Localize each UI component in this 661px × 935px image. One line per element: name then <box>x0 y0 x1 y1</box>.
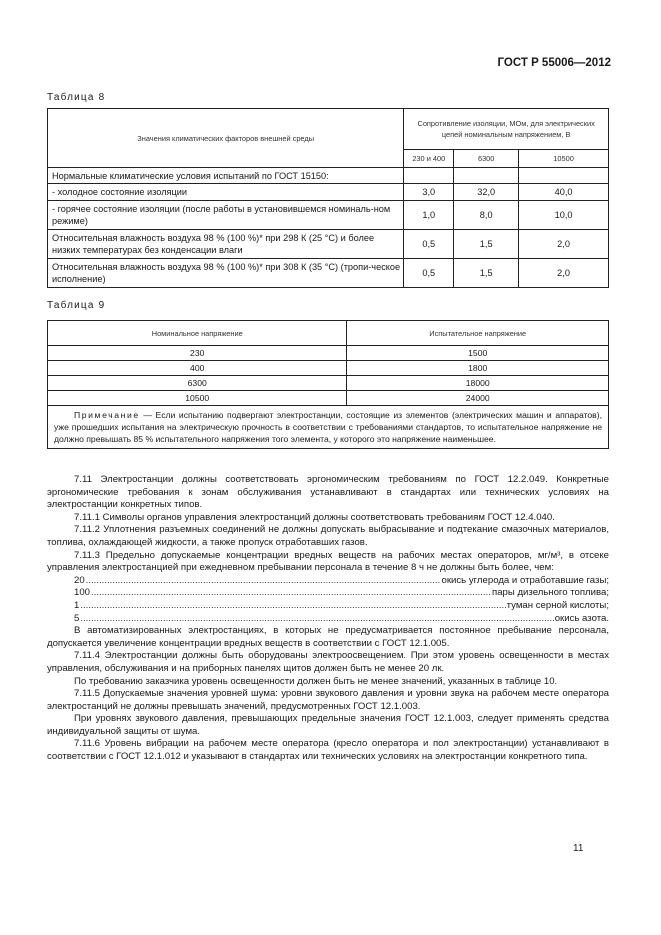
t8-cell: 40,0 <box>519 184 609 201</box>
t8-header-voltage: 230 и 400 <box>404 149 454 167</box>
table8-caption: Таблица 8 <box>47 92 106 103</box>
table-row <box>48 259 609 288</box>
table-9 <box>47 320 609 449</box>
concentration-value: 1 <box>74 599 80 611</box>
t8-cell: 32,0 <box>454 184 519 201</box>
table-row <box>48 201 609 230</box>
t9-cell-nominal: 6300 <box>48 376 347 391</box>
t8-cell: 2,0 <box>519 259 609 288</box>
t9-cell-test: 1800 <box>347 361 609 376</box>
table-row <box>48 346 609 361</box>
table-row <box>48 361 609 376</box>
t9-cell-test: 18000 <box>347 376 609 391</box>
concentration-substance: туман серной кислоты; <box>506 599 609 611</box>
body-text <box>47 474 609 764</box>
table-8 <box>47 108 609 288</box>
t9-cell-test: 1500 <box>347 346 609 361</box>
concentration-line <box>47 613 609 626</box>
t8-header-resistance: Сопротивление изоляции, МОм, для электрических цепей номинальным напряжением, В <box>404 109 609 150</box>
t8-cell: 1,0 <box>404 201 454 230</box>
paragraph-7-11-4: 7.11.4 Электростанции должны быть оборудованы электроосвещением. При этом уровень освещенности в местах управления, обслуживания и на приборных панелях щитов должен быть не менее 20 лк. <box>47 650 609 674</box>
t8-row-label: - горячее состояние изоляции (после работы в установившемся номиналь-ном режиме) <box>48 201 404 230</box>
t8-header-voltage: 6300 <box>454 149 519 167</box>
t8-cell: 1,5 <box>454 259 519 288</box>
paragraph-7-11-3: 7.11.3 Предельно допускаемые концентрации вредных веществ на рабочих местах операторов, мг/м³, в отсеке управления электростанцией при ежедневном пребывании персонала в течение 8 ч не должны быть более, чем: <box>47 549 609 574</box>
t8-cell: 0,5 <box>404 259 454 288</box>
t9-header-test: Испытательное напряжение <box>347 321 609 346</box>
t8-cell: 0,5 <box>404 230 454 259</box>
paragraph-7-11-5-protection: При уровнях звукового давления, превышающих предельные значения ГОСТ 12.1.003, следует применять средства индивидуальной защиты от шума. <box>47 713 609 737</box>
paragraph-7-11-1: 7.11.1 Символы органов управления электростанций должны соответствовать требованиям ГОСТ 12.4.040. <box>74 511 555 523</box>
concentration-substance: пары дизельного топлива; <box>492 587 609 599</box>
table-row <box>48 230 609 259</box>
document-header: ГОСТ Р 55006—2012 <box>497 57 611 69</box>
t8-cell: 2,0 <box>519 230 609 259</box>
paragraph-7-11-2: 7.11.2 Уплотнения разъемных соединений не должны допускать выбрасывание и подтекание смазочных материалов, топлива, охлаждающей жидкости, а также пропуск отработавших газов. <box>47 524 609 548</box>
concentration-substance: окись углерода и отработавшие газы; <box>441 574 609 586</box>
t9-cell-nominal: 10500 <box>48 391 347 406</box>
concentration-value: 5 <box>74 612 80 624</box>
t8-row-label: - холодное состояние изоляции <box>48 184 404 201</box>
paragraph-7-11-6: 7.11.6 Уровень вибрации на рабочем месте оператора (кресло оператора и пол электростанции) устанавливают в соответствии с ГОСТ 12.1.012 и указывают в стандартах или технических условиях на электростанции конкретного типа. <box>47 738 609 763</box>
t8-row-label: Относительная влажность воздуха 98 % (100 %)* при 298 К (25 °С) и более низких температурах без конденсации влаги <box>48 230 404 259</box>
table-row <box>48 376 609 391</box>
paragraph-7-11-5: 7.11.5 Допускаемые значения уровней шума: уровни звукового давления и уровни звука на рабочем месте оператора электростанций не должны превышать значений, предусмотренных ГОСТ 12.1.003. <box>47 688 609 712</box>
concentration-substance: окись азота. <box>554 612 609 624</box>
t8-cell: 10,0 <box>519 201 609 230</box>
t8-group-row <box>48 168 609 184</box>
table-row <box>48 184 609 201</box>
t9-cell-nominal: 400 <box>48 361 347 376</box>
t9-note-label: Примечание <box>74 410 140 420</box>
concentration-value: 20 <box>74 574 85 586</box>
concentration-line <box>47 575 609 588</box>
t8-row-label: Относительная влажность воздуха 98 % (100 %)* при 308 К (35 °С) (тропи-ческое исполнение) <box>48 259 404 288</box>
t8-cell: 1,5 <box>454 230 519 259</box>
concentration-line <box>47 587 609 600</box>
t8-header-factor: Значения климатических факторов внешней среды <box>48 109 404 168</box>
t8-header-voltage: 10500 <box>519 149 609 167</box>
concentration-line <box>47 600 609 613</box>
t8-cell: 8,0 <box>454 201 519 230</box>
paragraph-7-11-4-customer: По требованию заказчика уровень освещенности должен быть не менее значений, указанных в таблице 10. <box>74 675 558 687</box>
paragraph-7-11: 7.11 Электростанции должны соответствовать эргономическим требованиям по ГОСТ 12.2.049. Конкретные эргономические требования к зонам обслуживания устанавливают в стандартах или технических условиях на электростанции конкретных типов. <box>47 474 609 511</box>
t8-cell: 3,0 <box>404 184 454 201</box>
table-row <box>48 391 609 406</box>
t9-cell-nominal: 230 <box>48 346 347 361</box>
table9-caption: Таблица 9 <box>47 300 106 311</box>
t9-note-text: — Если испытанию подвергают электростанции, состоящие из элементов (электрических машин и аппаратов), уже прошедших испытания на электрическую прочность в соответствии с требованиями стандартов, то испытательное напряжение не должно превышать 85 % испытательного напряжения того элемента, у которого это напряжение наименьшее. <box>54 410 602 444</box>
paragraph-7-11-3-automated: В автоматизированных электростанциях, в которых не предусматривается постоянное пребывание персонала, допускается увеличение концентрации вредных веществ в соответствии с ГОСТ 12.1.005. <box>47 625 609 649</box>
page-number: 11 <box>573 843 584 854</box>
t9-cell-test: 24000 <box>347 391 609 406</box>
t9-header-nominal: Номинальное напряжение <box>48 321 347 346</box>
t9-note <box>48 406 609 449</box>
concentration-value: 100 <box>74 587 91 599</box>
t8-group-label: Нормальные климатические условия испытаний по ГОСТ 15150: <box>48 168 404 184</box>
